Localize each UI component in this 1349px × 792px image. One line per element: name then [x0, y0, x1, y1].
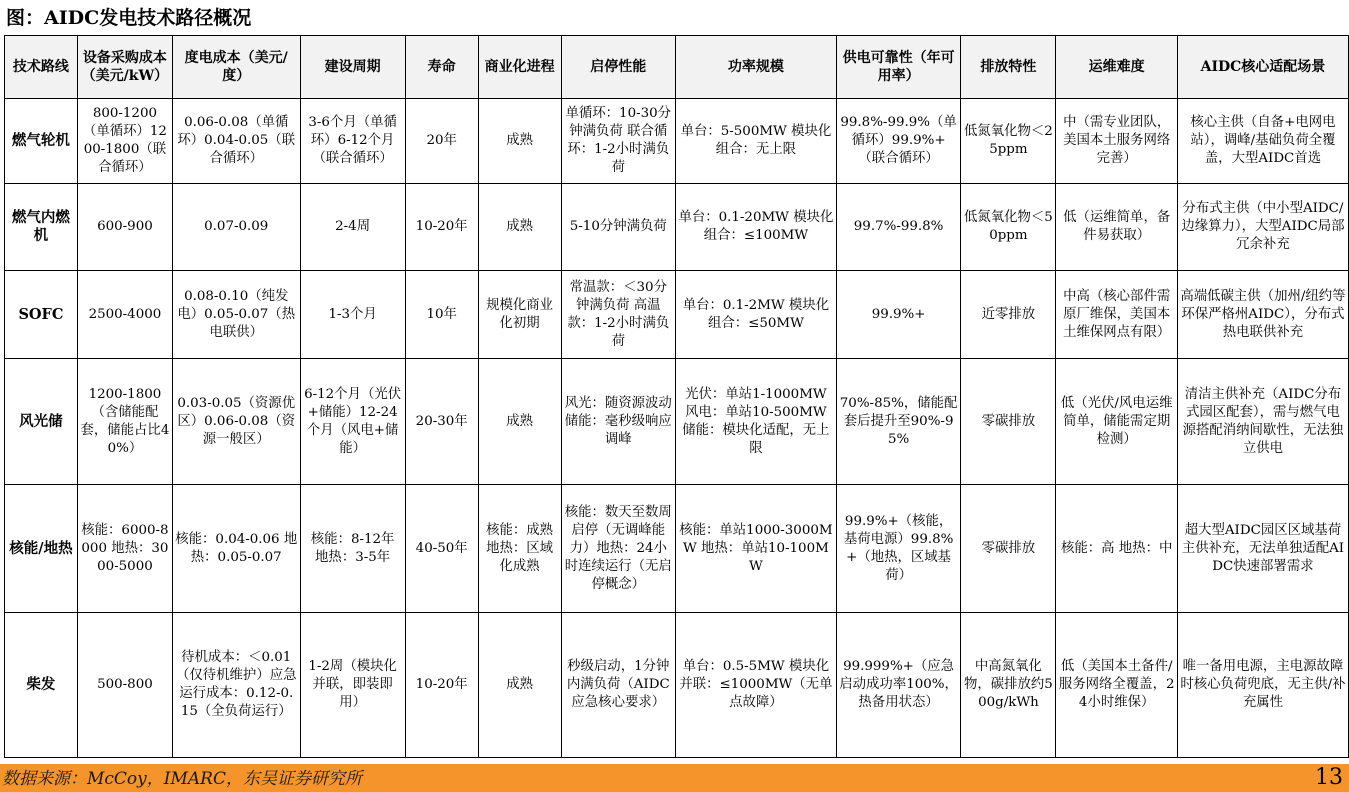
- cell: 70%-85%，储能配套后提升至90%-95%: [836, 359, 960, 485]
- cell: 40-50年: [405, 485, 478, 613]
- header-om-difficulty: 运维难度: [1056, 36, 1177, 99]
- header-lifespan: 寿命: [405, 36, 478, 99]
- cell: 99.9%+（核能，基荷电源）99.8%+（地热，区域基荷）: [836, 485, 960, 613]
- cell-route: 核能/地热: [5, 485, 78, 613]
- cell: 高端低碳主供（加州/纽约等环保严格州AIDC），分布式热电联供补充: [1177, 271, 1348, 359]
- cell: 单台：5-500MW 模块化组合：无上限: [675, 99, 836, 184]
- table-row: [5, 271, 1349, 359]
- cell: 低氮氧化物＜50ppm: [961, 184, 1056, 271]
- cell-route: 燃气轮机: [5, 99, 78, 184]
- cell-route: 柴发: [5, 613, 78, 758]
- header-lcoe: 度电成本（美元/度）: [172, 36, 300, 99]
- cell: 10年: [405, 271, 478, 359]
- header-start-stop: 启停性能: [561, 36, 675, 99]
- cell: 单台：0.1-20MW 模块化组合：≤100MW: [675, 184, 836, 271]
- cell: 待机成本：＜0.01（仅待机维护）应急运行成本：0.12-0.15（全负荷运行）: [172, 613, 300, 758]
- page-title: 图：AIDC发电技术路径概况: [6, 7, 252, 29]
- cell: 800-1200（单循环）1200-1800（联合循环）: [77, 99, 172, 184]
- cell: 近零排放: [961, 271, 1056, 359]
- table-row: [5, 184, 1349, 271]
- cell: 99.9%+: [836, 271, 960, 359]
- cell: 常温款：＜30分钟满负荷 高温款：1-2小时满负荷: [561, 271, 675, 359]
- cell: 20-30年: [405, 359, 478, 485]
- table-row: [5, 613, 1349, 758]
- footer-bar: [0, 764, 1349, 792]
- header-power-scale: 功率规模: [675, 36, 836, 99]
- cell: 0.03-0.05（资源优区）0.06-0.08（资源一般区）: [172, 359, 300, 485]
- cell: 0.08-0.10（纯发电）0.05-0.07（热电联供）: [172, 271, 300, 359]
- header-build-period: 建设周期: [300, 36, 405, 99]
- header-aidc-scenario: AIDC核心适配场景: [1177, 36, 1348, 99]
- cell: 10-20年: [405, 184, 478, 271]
- cell: 核能：单站1000-3000MW 地热：单站10-100MW: [675, 485, 836, 613]
- cell: 5-10分钟满负荷: [561, 184, 675, 271]
- cell: 核能：6000-8000 地热：3000-5000: [77, 485, 172, 613]
- cell: 核能：成熟 地热：区域化成熟: [478, 485, 561, 613]
- cell: 单台：0.1-2MW 模块化组合：≤50MW: [675, 271, 836, 359]
- cell: 99.8%-99.9%（单循环）99.9%+（联合循环）: [836, 99, 960, 184]
- cell: 中高氮氧化物，碳排放约500g/kWh: [961, 613, 1056, 758]
- cell: 风光：随资源波动 储能：毫秒级响应调峰: [561, 359, 675, 485]
- header-tech-route: 技术路线: [5, 36, 78, 99]
- header-equipment-cost: 设备采购成本（美元/kW）: [77, 36, 172, 99]
- header-reliability: 供电可靠性（年可用率）: [836, 36, 960, 99]
- cell: 低（运维简单，备件易获取）: [1056, 184, 1177, 271]
- table-row: [5, 359, 1349, 485]
- cell: 500-800: [77, 613, 172, 758]
- cell: 1200-1800（含储能配套，储能占比40%）: [77, 359, 172, 485]
- cell: 单台：0.5-5MW 模块化并联：≤1000MW（无单点故障）: [675, 613, 836, 758]
- cell: 成熟: [478, 613, 561, 758]
- cell: 零碳排放: [961, 359, 1056, 485]
- header-emissions: 排放特性: [961, 36, 1056, 99]
- cell: 秒级启动，1分钟内满负荷（AIDC应急核心要求）: [561, 613, 675, 758]
- cell-route: 风光储: [5, 359, 78, 485]
- cell: 核能：8-12年 地热：3-5年: [300, 485, 405, 613]
- cell: 成熟: [478, 184, 561, 271]
- cell: 成熟: [478, 99, 561, 184]
- cell: 核能：数天至数周启停（无调峰能力）地热：24小时连续运行（无启停概念）: [561, 485, 675, 613]
- cell: 低氮氧化物＜25ppm: [961, 99, 1056, 184]
- data-source: 数据来源：McCoy，IMARC，东吴证券研究所: [2, 769, 362, 789]
- cell-route: 燃气内燃机: [5, 184, 78, 271]
- cell: 唯一备用电源，主电源故障时核心负荷兜底，无主供/补充属性: [1177, 613, 1348, 758]
- table-header-row: [5, 36, 1349, 99]
- cell: 2-4周: [300, 184, 405, 271]
- aidc-tech-table: [4, 35, 1349, 758]
- cell: 99.7%-99.8%: [836, 184, 960, 271]
- cell: 10-20年: [405, 613, 478, 758]
- cell: 中（需专业团队，美国本土服务网络完善）: [1056, 99, 1177, 184]
- cell: 成熟: [478, 359, 561, 485]
- cell: 单循环：10-30分钟满负荷 联合循环：1-2小时满负荷: [561, 99, 675, 184]
- cell-route: SOFC: [5, 271, 78, 359]
- header-commercialization: 商业化进程: [478, 36, 561, 99]
- page-number: 13: [1315, 765, 1343, 790]
- cell: 核能：0.04-0.06 地热：0.05-0.07: [172, 485, 300, 613]
- cell: 2500-4000: [77, 271, 172, 359]
- table-row: [5, 485, 1349, 613]
- cell: 1-2周（模块化并联，即装即用）: [300, 613, 405, 758]
- cell: 0.06-0.08（单循环）0.04-0.05（联合循环）: [172, 99, 300, 184]
- cell: 6-12个月（光伏+储能）12-24个月（风电+储能）: [300, 359, 405, 485]
- table-row: [5, 99, 1349, 184]
- cell: 中高（核心部件需原厂维保，美国本土维保网点有限）: [1056, 271, 1177, 359]
- cell: 核心主供（自备+电网电站），调峰/基础负荷全覆盖，大型AIDC首选: [1177, 99, 1348, 184]
- cell: 规模化商业化初期: [478, 271, 561, 359]
- cell: 核能：高 地热：中: [1056, 485, 1177, 613]
- cell: 分布式主供（中小型AIDC/边缘算力），大型AIDC局部冗余补充: [1177, 184, 1348, 271]
- cell: 低（光伏/风电运维简单，储能需定期检测）: [1056, 359, 1177, 485]
- cell: 超大型AIDC园区区域基荷主供补充，无法单独适配AIDC快速部署需求: [1177, 485, 1348, 613]
- cell: 20年: [405, 99, 478, 184]
- cell: 低（美国本土备件/服务网络全覆盖，24小时维保）: [1056, 613, 1177, 758]
- cell: 600-900: [77, 184, 172, 271]
- cell: 零碳排放: [961, 485, 1056, 613]
- cell: 0.07-0.09: [172, 184, 300, 271]
- cell: 99.999%+（应急启动成功率100%，热备用状态）: [836, 613, 960, 758]
- cell: 3-6个月（单循环）6-12个月（联合循环）: [300, 99, 405, 184]
- cell: 光伏：单站1-1000MW 风电：单站10-500MW 储能：模块化适配，无上限: [675, 359, 836, 485]
- cell: 1-3个月: [300, 271, 405, 359]
- cell: 清洁主供补充（AIDC分布式园区配套），需与燃气电源搭配消纳间歇性，无法独立供电: [1177, 359, 1348, 485]
